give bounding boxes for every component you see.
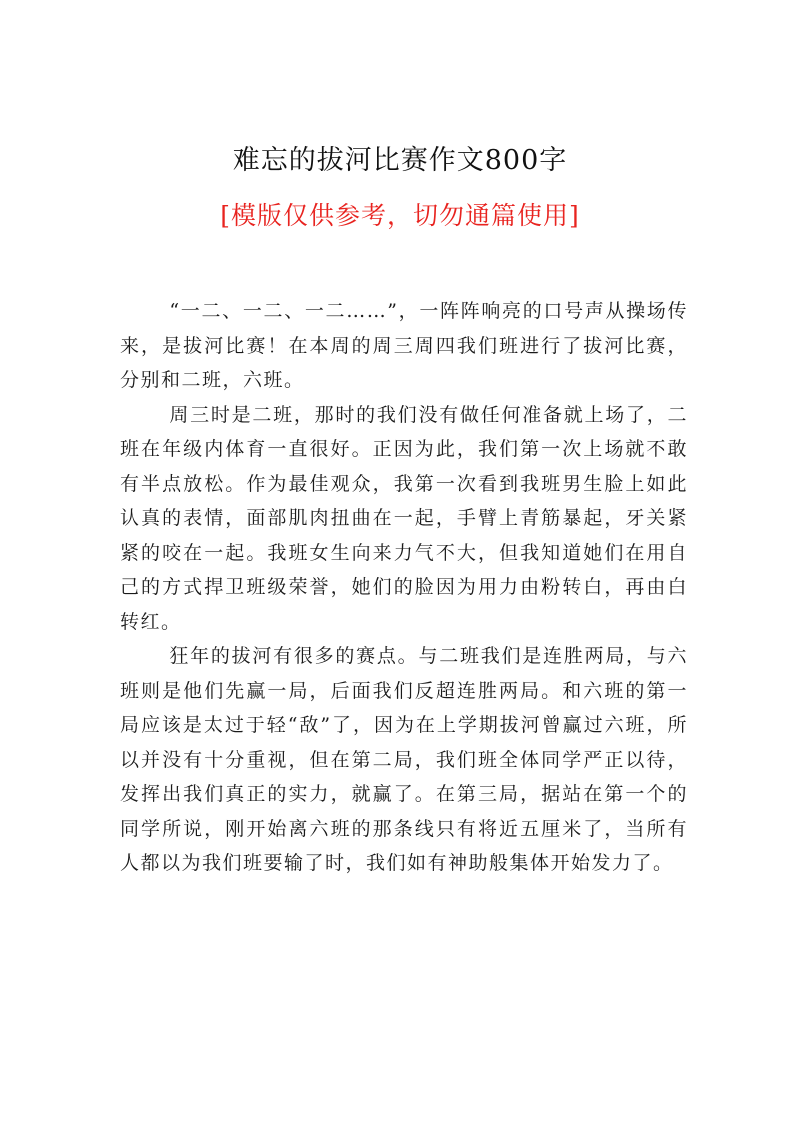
paragraph-1: “一二、一二、一二……”，一阵阵响亮的口号声从操场传来，是拔河比赛！在本周的周三周四我们班进行了拔河比赛，分别和二班，六班。 (120, 300, 688, 391)
template-notice: [模版仅供参考，切勿通篇使用] (220, 201, 580, 230)
document-title: 难忘的拔河比赛作文800字 (232, 145, 568, 176)
paragraph-2: 周三时是二班，那时的我们没有做任何准备就上场了，二班在年级内体育一直很好。正因为此，我们第一次上场就不敢有半点放松。作为最佳观众，我第一次看到我班男生脸上如此认真的表情，面部肌肉扭曲在一起，手臂上青筋暴起，牙关紧紧的咬在一起。我班女生向来力气不大，但我知道她们在用自己的方式捍卫班级荣誉，她们的脸因为用力由粉转白，再由白转红。 (120, 403, 688, 633)
document-body (120, 294, 688, 881)
paragraph-3: 狂年的拔河有很多的赛点。与二班我们是连胜两局，与六班则是他们先赢一局，后面我们反超连胜两局。和六班的第一局应该是太过于轻“敌”了，因为在上学期拔河曾赢过六班，所以并没有十分重视，但在第二局，我们班全体同学严正以待，发挥出我们真正的实力，就赢了。在第三局，据站在第一个的同学所说，刚开始离六班的那条线只有将近五厘米了，当所有人都以为我们班要输了时，我们如有神助般集体开始发力了。 (120, 645, 688, 874)
